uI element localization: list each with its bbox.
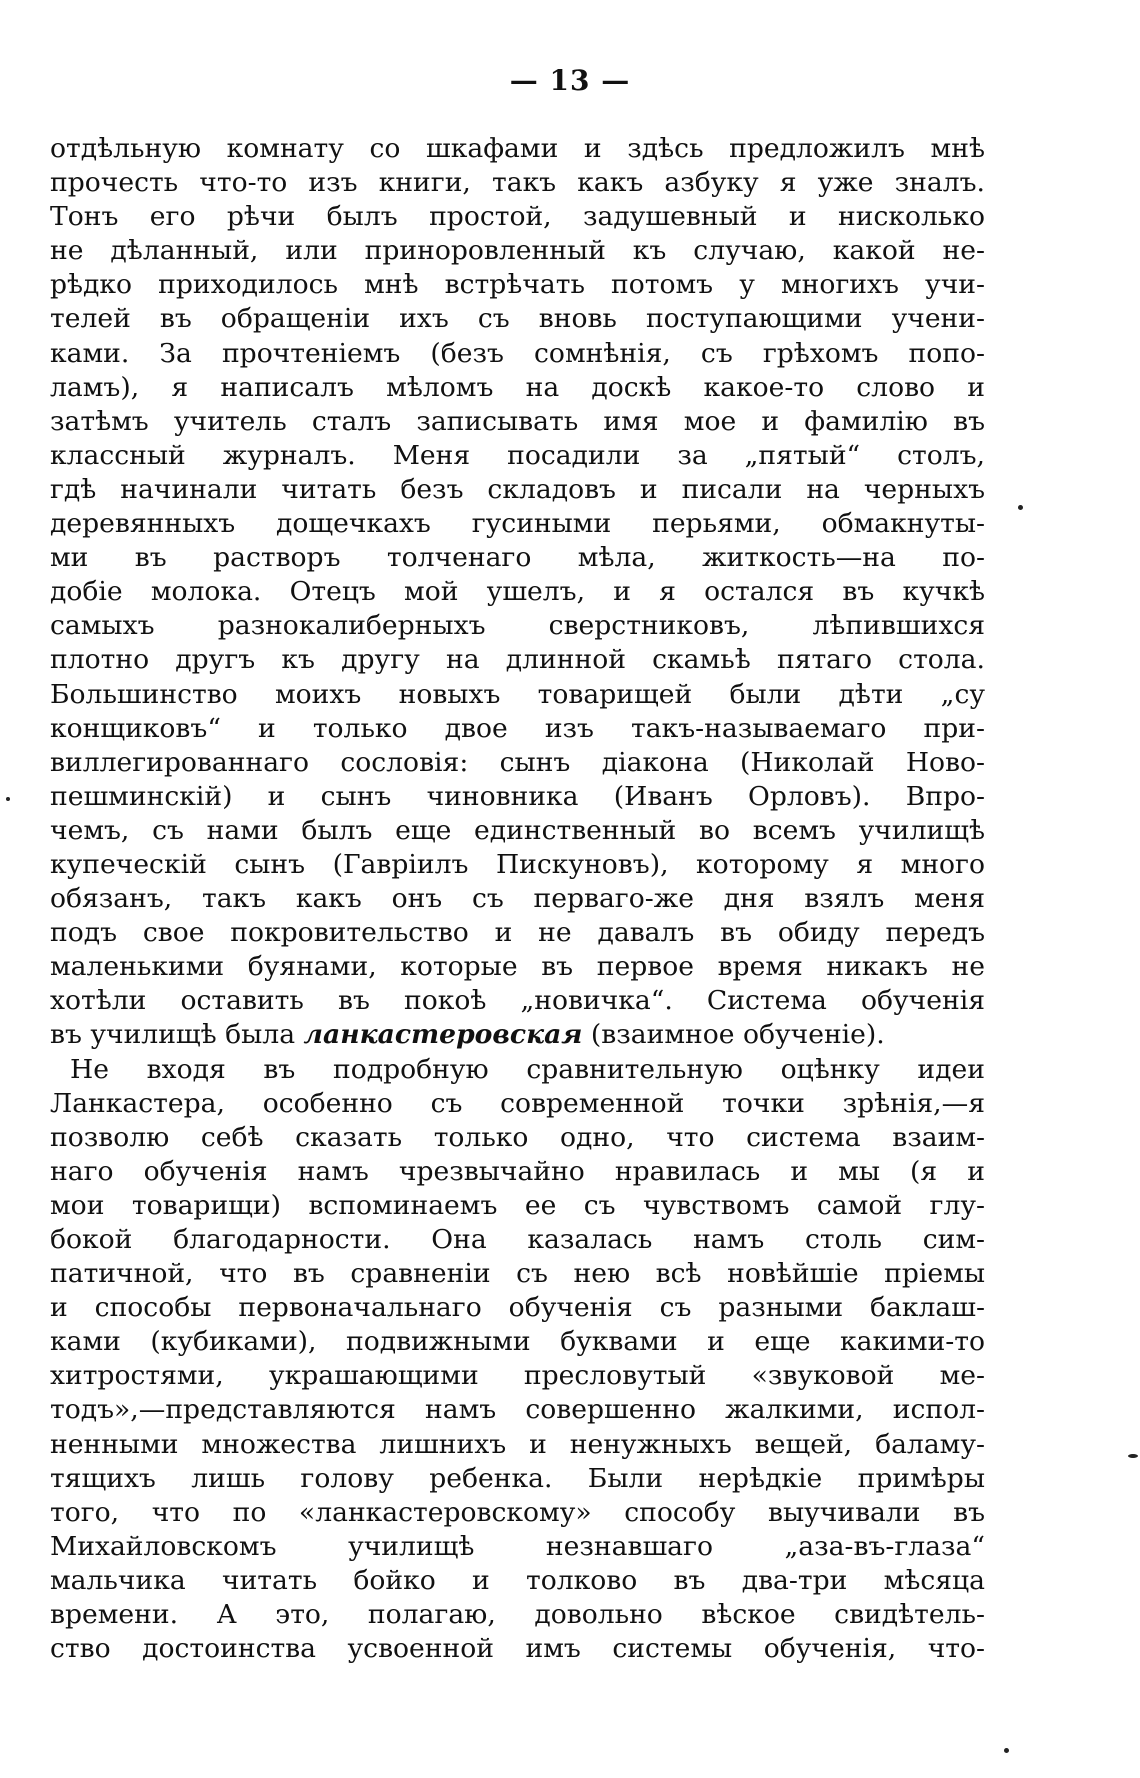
text-line: пешминскій) и сынъ чиновника (Иванъ Орловъ). Впро- [50,780,985,812]
text-line: Тонъ его рѣчи былъ простой, задушевный и нисколько [50,201,985,233]
text-line: хотѣли оставить въ покоѣ „новичка“. Система обученія [50,985,985,1017]
text-line: плотно другъ къ другу на длинной скамьѣ пятаго стола. [50,644,985,676]
text-line: и способы первоначальнаго обученія съ разными баклаш- [50,1292,985,1324]
text-line: Ланкастера, особенно съ современной точки зрѣнія,—я [50,1087,985,1119]
page-body-text [50,132,985,1666]
text-line: ство достоинства усвоенной имъ системы обученія, что- [50,1633,985,1665]
text-line: тодъ»,—представляются намъ совершенно жалкими, испол- [50,1394,985,1426]
text-line: патичной, что въ сравненіи съ нею всѣ новѣйшіе пріемы [50,1258,985,1290]
text-line: обязанъ, такъ какъ онъ съ перваго-же дня взялъ меня [50,883,985,915]
print-speck [6,797,10,801]
text-line: наго обученія намъ чрезвычайно нравилась и мы (я и [50,1155,985,1187]
text-line: ками (кубиками), подвижными буквами и еще какими-то [50,1326,985,1358]
text-line: Михайловскомъ училищѣ незнавшаго „аза-въ-глаза“ [50,1530,985,1562]
text-line: прочесть что-то изъ книги, такъ какъ азбуку я уже зналъ. [50,167,985,199]
text-line: позволю себѣ сказать только одно, что система взаим- [50,1121,985,1153]
text-line: самыхъ разнокалиберныхъ сверстниковъ, лѣпившихся [50,610,985,642]
text-line: отдѣльную комнату со шкафами и здѣсь предложилъ мнѣ [50,133,985,164]
text-line: Большинство моихъ новыхъ товарищей были дѣти „су [50,678,985,710]
text-line: того, что по «ланкастеровскому» способу выучивали въ [50,1496,985,1528]
text-line: ненными множества лишнихъ и ненужныхъ вещей, баламу- [50,1428,985,1460]
text-line: не дѣланный, или приноровленный къ случаю, какой не- [50,235,985,267]
text-line: телей въ обращеніи ихъ съ вновь поступающими учени- [50,303,985,335]
text-line: виллегированнаго сословія: сынъ діакона (Николай Ново- [50,746,985,778]
text-line: ламъ), я написалъ мѣломъ на доскѣ какое-то слово и [50,371,985,403]
text-line: мальчика читать бойко и толково въ два-три мѣсяца [50,1564,985,1596]
print-speck [1128,1454,1138,1458]
text-line: Не входя въ подробную сравнительную оцѣнку идеи [70,1053,985,1085]
text-line: мои товарищи) вспоминаемъ ее съ чувствомъ самой глу- [50,1189,985,1221]
text-line: подъ свое покровительство и не давалъ въ обиду передъ [50,917,985,949]
text-line: классный журналъ. Меня посадили за „пятый“ столъ, [50,439,985,471]
print-speck [1018,505,1023,510]
emphasized-term: ланкастеровская [303,1019,583,1051]
text-line: бокой благодарности. Она казалась намъ столь сим- [50,1224,985,1255]
page-number: — 13 — [509,64,631,97]
text-line: хитростями, украшающими пресловутый «звуковой ме- [50,1360,985,1392]
text-line: тящихъ лишь голову ребенка. Были нерѣдкіе примѣры [50,1462,985,1494]
text-line: ками. За прочтеніемъ (безъ сомнѣнія, съ грѣхомъ попо- [50,337,985,369]
text-line: рѣдко приходилось мнѣ встрѣчать потомъ у многихъ учи- [50,269,985,301]
text-run: (взаимное обученіе). [582,1019,885,1051]
print-speck [1004,1748,1009,1753]
text-line [50,1018,985,1052]
text-line: маленькими буянами, которые въ первое время никакъ не [50,951,985,983]
text-line: затѣмъ учитель сталъ записывать имя мое и фамилію въ [50,405,985,437]
text-line: гдѣ начинали читать безъ складовъ и писали на черныхъ [50,473,985,505]
text-line: ми въ растворъ толченаго мѣла, житкость—на по- [50,542,985,574]
text-line: времени. А это, полагаю, довольно вѣское свидѣтель- [50,1599,985,1631]
text-line: конщиковъ“ и только двое изъ такъ-называемаго при- [50,712,985,744]
text-run: въ училищѣ была [50,1019,304,1051]
text-line: купеческій сынъ (Гавріилъ Пискуновъ), которому я много [50,848,985,880]
text-line: добіе молока. Отецъ мой ушелъ, и я остался въ кучкѣ [50,576,985,608]
text-line: чемъ, съ нами былъ еще единственный во всемъ училищѣ [50,814,985,846]
text-line: деревянныхъ дощечкахъ гусиными перьями, обмакнуты- [50,508,985,540]
